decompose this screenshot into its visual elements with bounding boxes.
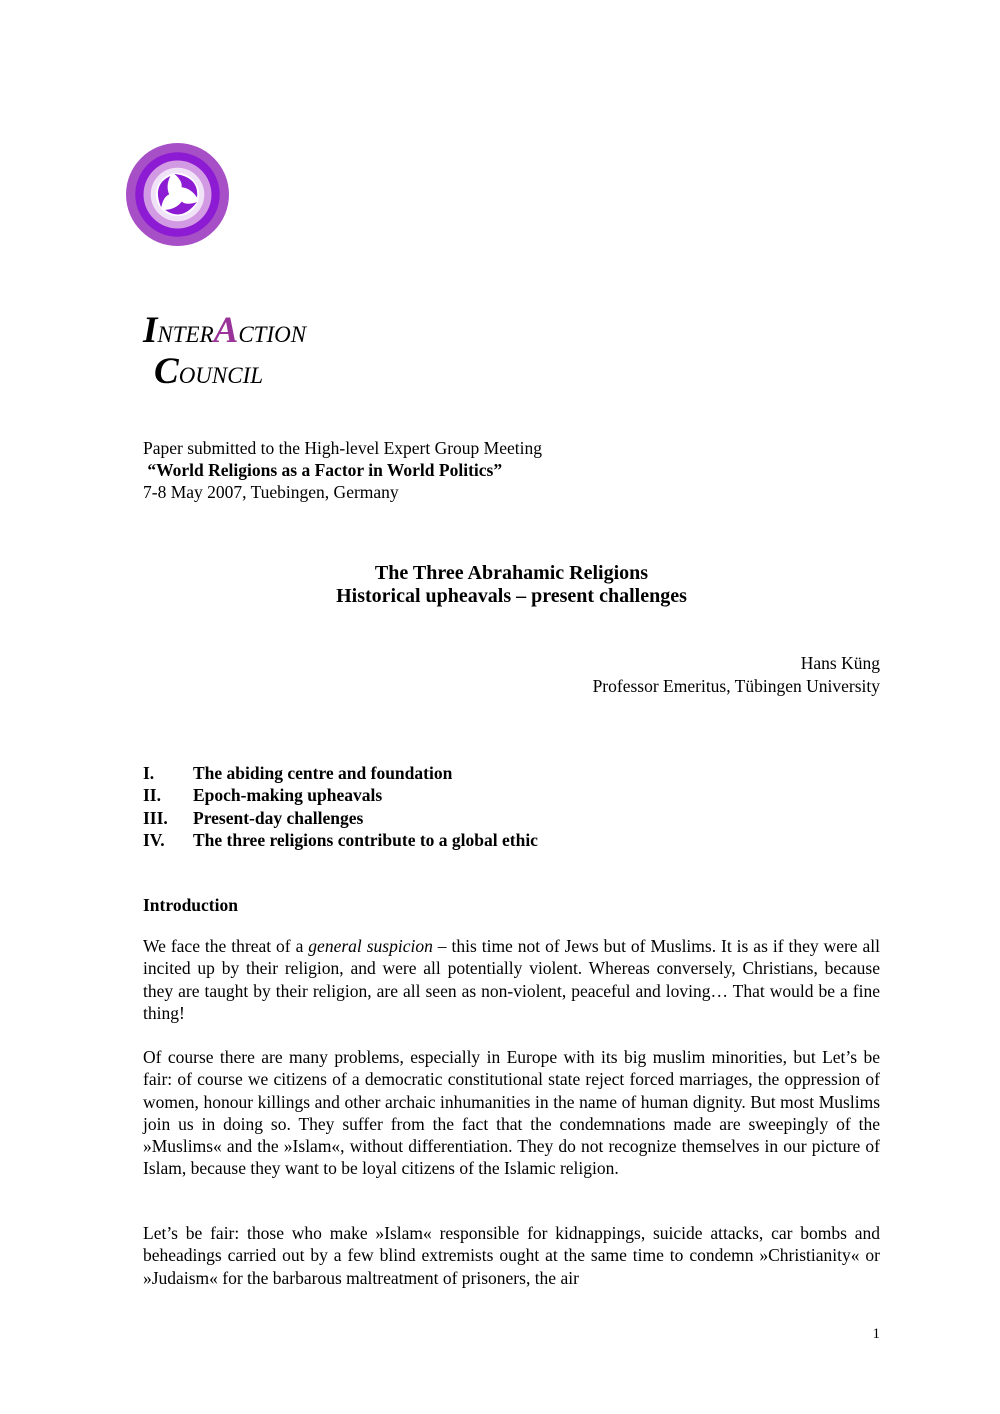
logo-swirl-icon (126, 143, 229, 246)
outline-label: Present-day challenges (193, 807, 364, 828)
outline-item (143, 829, 880, 851)
meeting-info (143, 437, 880, 503)
org-letters-ction: CTION (238, 322, 307, 347)
interaction-council-logo (126, 143, 229, 246)
org-name-line2 (154, 353, 306, 390)
org-wordmark (143, 312, 306, 390)
paper-title-line-1: The Three Abrahamic Religions (374, 562, 649, 584)
paper-title (143, 562, 880, 608)
paragraph-2: Of course there are many problems, especially in Europe with its big muslim minorities, but Let’s be fair: of course we citizens of a democratic constitutional state reject forced marriages, the oppression of women, honour killings and other archaic inhumanities in the name of human dignity. But most Muslims join us in doing so. They suffer from the fact that the condemnations made are sweepingly of the »Muslims« and the »Islam«, without differentiation. They do not recognize themselves in our picture of Islam, because they want to be loyal citizens of the Islamic religion. (143, 1047, 880, 1179)
outline-numeral: I. (143, 763, 155, 783)
meeting-line-2: “World Religions as a Factor in World Politics” (143, 460, 503, 480)
org-initial-a: A (213, 310, 239, 351)
author-affiliation: Professor Emeritus, Tübingen University (592, 676, 880, 696)
section-heading-introduction: Introduction (143, 895, 238, 915)
outline-label: The three religions contribute to a global ethic (193, 830, 538, 851)
outline-numeral: II. (143, 785, 161, 806)
org-initial-i: I (143, 310, 158, 351)
outline-item (143, 784, 880, 806)
page-number: 1 (872, 1326, 880, 1342)
outline-item (143, 807, 880, 829)
paragraph-3: Let’s be fair: those who make »Islam« responsible for kidnappings, suicide attacks, car bombs and beheadings carried out by a few blind extremists ought at the same time to condemn »Christianity« or »Judaism« for the barbarous maltreatment of prisoners, the air (143, 1223, 880, 1288)
meeting-line-1: Paper submitted to the High-level Expert Group Meeting (143, 438, 543, 458)
paper-title-line-2: Historical upheavals – present challenges (336, 585, 687, 607)
paragraph-1 (143, 935, 880, 1024)
author-block (143, 652, 880, 698)
paragraph-1-italic-phrase: general suspicion (308, 936, 433, 956)
outline-list (143, 762, 880, 852)
org-letters-ouncil: OUNCIL (178, 363, 264, 388)
org-initial-c: C (154, 351, 179, 392)
outline-numeral: IV. (143, 830, 165, 851)
outline-item (143, 762, 880, 784)
org-letters-nter: NTER (157, 322, 214, 347)
outline-numeral: III. (143, 807, 168, 828)
paragraph-1-text-cont: – this time not of Jews but of Muslims. It is as if they were all incited up by their religion, and were all potentially violent. Whereas conversely, Christians, because they are taught by their religion, are all seen as non-violent, peaceful and loving… That would be a fine thing! (143, 936, 881, 1023)
author-name: Hans Küng (800, 653, 880, 673)
meeting-line-3: 7-8 May 2007, Tuebingen, Germany (143, 482, 399, 502)
paragraph-1-text: We face the threat of a (143, 936, 309, 956)
org-name-line1 (143, 312, 306, 349)
outline-label: The abiding centre and foundation (193, 763, 453, 783)
outline-label: Epoch-making upheavals (193, 785, 383, 806)
